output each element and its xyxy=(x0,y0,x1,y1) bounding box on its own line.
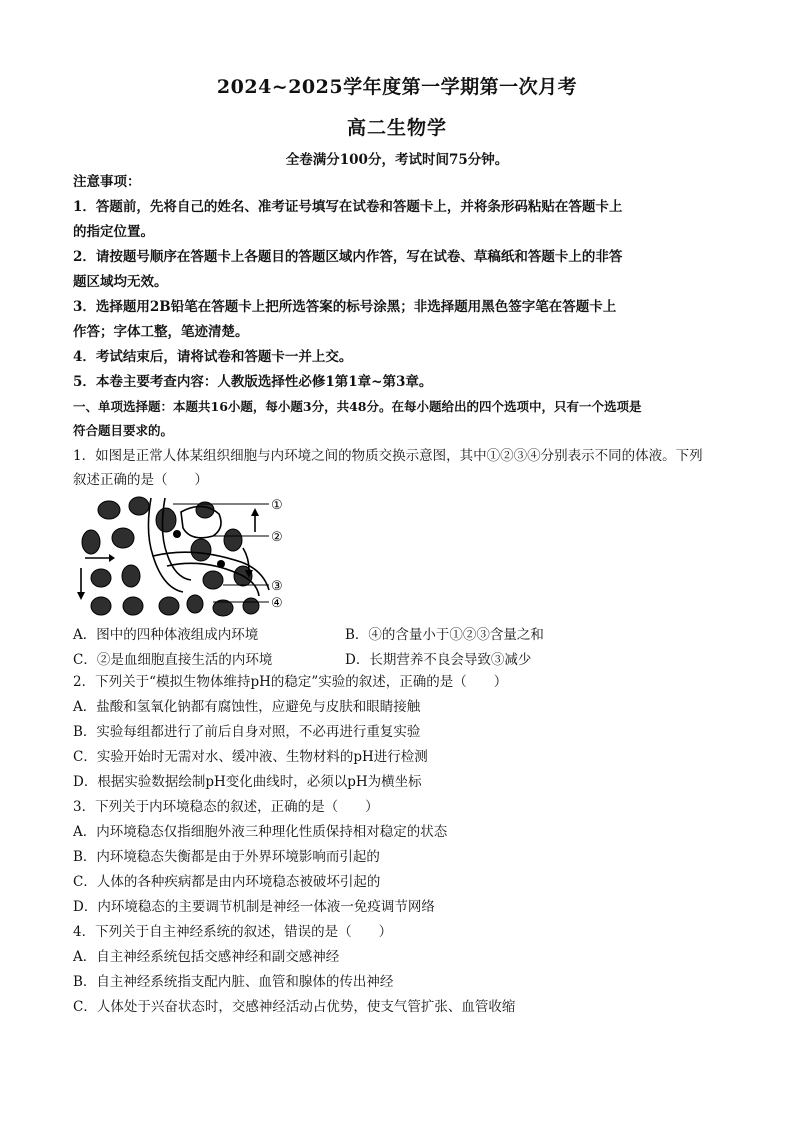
section-1-heading-line-1: 一、单项选择题：本题共16小题，每小题3分，共48分。在每小题给出的四个选项中，只有一个选项是 xyxy=(73,399,642,414)
q1-option-d: D．长期营养不良会导致③减少 xyxy=(345,652,532,668)
note-4: 4．考试结束后，请将试卷和答题卡一并上交。 xyxy=(73,349,353,365)
q1-stem-line-2: 叙述正确的是（ ） xyxy=(73,472,208,488)
body-fluid-diagram-svg xyxy=(73,492,293,622)
tissue-cell xyxy=(191,539,211,561)
arrow-head xyxy=(251,508,259,516)
label-3: ③ xyxy=(271,579,283,594)
tissue-cell xyxy=(156,508,176,532)
arrow-head xyxy=(77,592,85,600)
tissue-cell xyxy=(112,528,134,548)
tissue-cell xyxy=(82,530,100,554)
q4-option-b: B．自主神经系统指支配内脏、血管和腺体的传出神经 xyxy=(73,974,394,990)
exam-title: 2024~2025学年度第一学期第一次月考 xyxy=(216,76,578,98)
q2-option-d: D．根据实验数据绘制pH变化曲线时，必须以pH为横坐标 xyxy=(73,774,422,790)
tissue-cell xyxy=(159,597,179,615)
blood-cell xyxy=(173,530,181,538)
note-2-line-1: 2．请按题号顺序在答题卡上各题目的答题区域内作答，写在试卷、草稿纸和答题卡上的非答 xyxy=(73,249,623,265)
tissue-cell xyxy=(243,598,259,614)
q1-stem-line-1: 1．如图是正常人体某组织细胞与内环境之间的物质交换示意图，其中①②③④分别表示不同的体液。下列 xyxy=(73,448,703,464)
q1-option-a: A．图中的四种体液组成内环境 xyxy=(73,627,259,643)
q3-option-d: D．内环境稳态的主要调节机制是神经一体液一免疫调节网络 xyxy=(73,899,435,915)
q4-option-c: C．人体处于兴奋状态时，交感神经活动占优势，使支气管扩张、血管收缩 xyxy=(73,999,516,1015)
tissue-cell xyxy=(187,595,203,613)
note-3-line-2: 作答；字体工整，笔迹清楚。 xyxy=(73,324,249,340)
tissue-cell xyxy=(224,529,242,551)
tissue-cell xyxy=(203,571,223,589)
q3-stem: 3．下列关于内环境稳态的叙述，正确的是（ ） xyxy=(73,799,379,815)
arrow-head xyxy=(109,554,115,562)
note-2-line-2: 题区域均无效。 xyxy=(73,274,168,290)
note-1-line-1: 1．答题前，先将自己的姓名、准考证号填写在试卷和答题卡上，并将条形码粘贴在答题卡上 xyxy=(73,199,623,215)
body-fluid-diagram xyxy=(73,492,293,622)
q3-option-c: C．人体的各种疾病都是由内环境稳态被破坏引起的 xyxy=(73,874,381,890)
q3-option-a: A．内环境稳态仅指细胞外液三种理化性质保持相对稳定的状态 xyxy=(73,824,448,840)
exam-subject: 高二生物学 xyxy=(346,117,447,139)
note-5: 5．本卷主要考查内容：人教版选择性必修1第1章~第3章。 xyxy=(73,374,433,390)
q2-option-b: B．实验每组都进行了前后自身对照，不必再进行重复实验 xyxy=(73,724,421,740)
note-3-line-1: 3．选择题用2B铅笔在答题卡上把所选答案的标号涂黑；非选择题用黑色签字笔在答题卡上 xyxy=(73,299,617,315)
label-2: ② xyxy=(271,530,283,545)
q2-option-c: C．实验开始时无需对水、缓冲液、生物材料的pH进行检测 xyxy=(73,749,428,765)
note-1-line-2: 的指定位置。 xyxy=(73,224,154,240)
q4-option-a: A．自主神经系统包括交感神经和副交感神经 xyxy=(73,949,340,965)
blood-cell xyxy=(217,560,225,568)
tissue-cell xyxy=(98,501,120,519)
label-1: ① xyxy=(271,498,283,513)
q1-option-c: C．②是血细胞直接生活的内环境 xyxy=(73,652,273,668)
q2-option-a: A．盐酸和氢氧化钠都有腐蚀性，应避免与皮肤和眼睛接触 xyxy=(73,699,421,715)
section-1-heading-line-2: 符合题目要求的。 xyxy=(73,423,174,438)
q2-stem: 2．下列关于“模拟生物体维持pH的稳定”实验的叙述，正确的是（ ） xyxy=(73,674,508,690)
tissue-cell xyxy=(123,597,143,615)
tissue-cell xyxy=(122,565,140,587)
notes-heading: 注意事项： xyxy=(73,174,141,190)
score-info: 全卷满分100分，考试时间75分钟。 xyxy=(285,152,509,168)
q3-option-b: B．内环境稳态失衡都是由于外界环境影响而引起的 xyxy=(73,849,380,865)
label-4: ④ xyxy=(271,596,283,611)
tissue-cell xyxy=(129,497,149,515)
q4-stem: 4．下列关于自主神经系统的叙述，错误的是（ ） xyxy=(73,924,393,940)
tissue-cell xyxy=(91,597,111,615)
tissue-cell xyxy=(91,569,111,587)
q1-option-b: B．④的含量小于①②③含量之和 xyxy=(345,627,544,643)
